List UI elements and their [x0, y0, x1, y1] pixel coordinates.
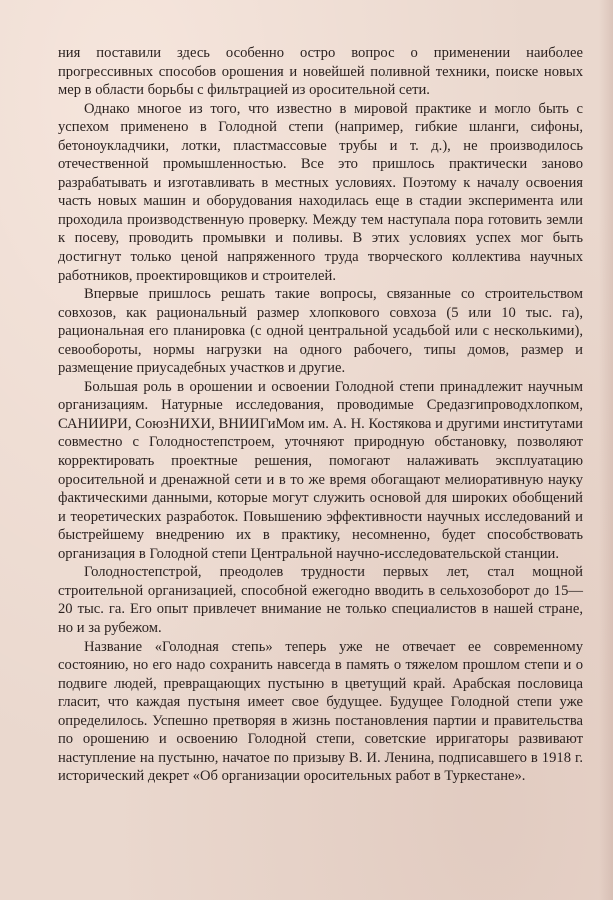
paragraph-6: Название «Голодная степь» теперь уже не отвечает ее современному состоянию, но его надо сохранить навсегда в память о тяжелом прошлом степи и о подвиге людей, превращающих пустыню в цветущий край. Арабская пословица гласит, что каждая пустыня имеет свое будущее. Будущее Голодной степи уже определилось. Успешно претворяя в жизнь постановления партии и правительства по орошению и освоению Голодной степи, советские ирригаторы развивают наступление на пустыню, начатое по призыву В. И. Ленина, подписавшего в 1918 г. исторический декрет «Об организации оросительных работ в Туркестане». — [58, 638, 583, 785]
paragraph-5: Голодностепстрой, преодолев трудности первых лет, стал мощной строительной организацией, способной ежегодно вводить в сельхозоборот до 15—20 тыс. га. Его опыт привлечет внимание не только специалистов в нашей стране, но и за рубежом. — [58, 564, 583, 636]
page-edge-shadow — [599, 0, 613, 900]
paragraph-4: Большая роль в орошении и освоении Голодной степи принадлежит научным организациям. Натурные исследования, проводимые Средазгипроводхлопком, САНИИРИ, СоюзНИХИ, ВНИИГиМом им. А. Н. Костякова и другими институтами совместно с Голодностепстроем, уточняют природную обстановку, позволяют корректировать проектные решения, помогают налаживать эксплуатацию оросительной и дренажной сети и в то же время обогащают мелиоративную науку фактическими данными, которые могут служить основой для широких обобщений и теоретических разработок. Повышению эффективности научных исследований и быстрейшему внедрению их в практику, несомненно, будет способствовать организация в Голодной степи Центральной научно-исследовательской станции. — [58, 378, 583, 562]
paragraph-1: ния поставили здесь особенно остро вопрос о применении наиболее прогрессивных способов орошения и новейшей поливной техники, поиске новых мер в области борьбы с фильтрацией из оросительной сети. — [58, 45, 583, 99]
paragraph-3: Впервые пришлось решать такие вопросы, связанные со строительством совхозов, как рациональный размер хлопкового совхоза (5 или 10 тыс. га), рациональная его планировка (с одной центральной усадьбой или с несколькими), севообороты, нормы нагрузки на одного рабочего, типы домов, размер и размещение приусадебных участков и другие. — [58, 286, 583, 377]
paragraph-2: Однако многое из того, что известно в мировой практике и могло быть с успехом применено в Голодной степи (например, гибкие шланги, сифоны, бетоноукладчики, лотки, пластмассовые трубы и т. д.), не производилось отечественной промышленностью. Все это пришлось практически заново разрабатывать и изготавливать в местных условиях. Поэтому к началу освоения часть новых машин и оборудования находилась еще в стадии эксперимента или проходила производственную проверку. Между тем наступала пора готовить земли к посеву, проводить промывки и поливы. В этих условиях успех мог быть достигнут только ценой напряженного труда творческого коллектива научных работников, проектировщиков и строителей. — [58, 100, 583, 284]
